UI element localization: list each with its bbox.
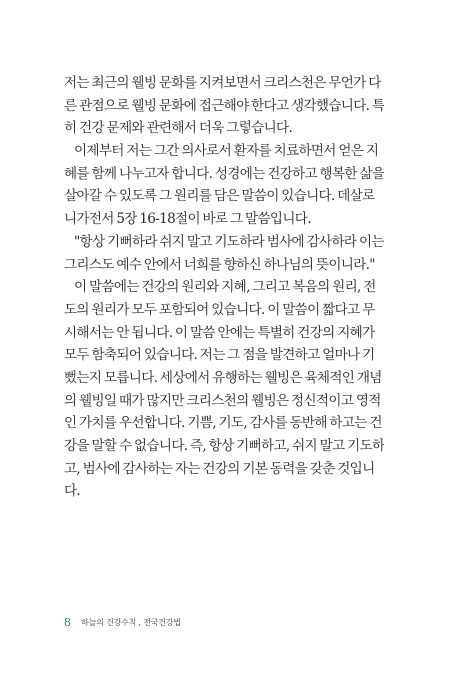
text-line: 강을 말할 수 없습니다. 즉, 항상 기뻐하고, 쉬지 말고 기도하 (64, 438, 384, 454)
text-line: 이 말씀에는 건강의 원리와 지혜, 그리고 복음의 원리, 전 (74, 279, 376, 296)
text-line: 뻤는지 모릅니다. 세상에서 유행하는 웰빙은 육체적인 개념 (64, 369, 382, 386)
text-line: 고, 범사에 감사하는 자는 건강의 기본 동력을 갖춘 것입니 (64, 460, 375, 477)
text-line: 인 가치를 우선합니다. 기쁨, 기도, 감사를 동반해 하고는 건 (64, 415, 382, 432)
text-line: 살아갈 수 있도록 그 원리를 담은 말씀이 있습니다. 데살로 (64, 188, 375, 205)
text-line: 니가전서 5장 16-18절이 바로 그 말씀입니다. (64, 211, 311, 228)
text-line: 시해서는 안 됩니다. 이 말씀 안에는 특별히 건강의 지혜가 (64, 324, 375, 341)
text-line: 저는 최근의 웰빙 문화를 지켜보면서 크리스천은 무언가 다 (64, 75, 381, 91)
text-line: 모두 함축되어 있습니다. 저는 그 점을 발견하고 얼마나 기 (64, 347, 375, 364)
text-line: "항상 기뻐하라 쉬지 말고 기도하라 범사에 감사하라 이는 (74, 233, 384, 250)
text-line: 그리스도 예수 안에서 너희를 향하신 하나님의 뜻이니라." (64, 256, 375, 273)
text-line: 다. (64, 483, 81, 500)
page-number: 8 (64, 616, 71, 629)
text-line: 혜를 함께 나누고자 합니다. 성경에는 건강하고 행복한 삶을 (64, 165, 384, 182)
text-line: 도의 원리가 모두 포함되어 있습니다. 이 말씀이 짧다고 무 (64, 301, 375, 318)
running-title: 하늘의 건강수칙 , 전국건강법 (81, 618, 181, 627)
text-line: 이제부터 저는 그간 의사로서 환자를 치료하면서 얻은 지 (74, 143, 379, 160)
body-text (64, 72, 384, 503)
page-footer (64, 618, 181, 628)
text-line: 히 건강 문제와 관련해서 더욱 그렇습니다. (64, 120, 293, 137)
text-line: 른 관점으로 웰빙 문화에 접근해야 한다고 생각했습니다. 특 (64, 97, 384, 114)
text-line: 의 웰빙일 때가 많지만 크리스천의 웰빙은 정신적이고 영적 (64, 392, 381, 409)
